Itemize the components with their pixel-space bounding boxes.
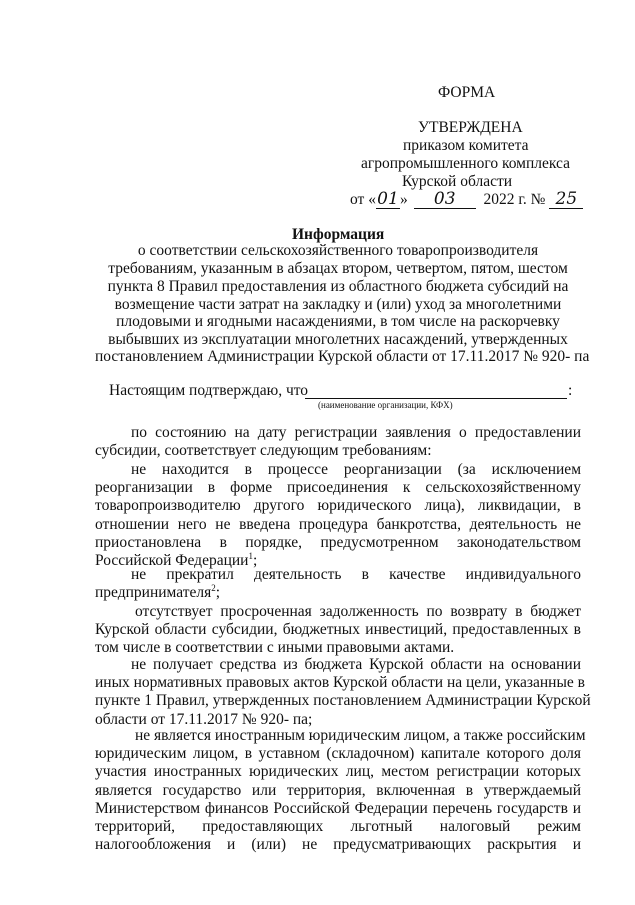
title-line-5: плодовыми и ягодными насаждениями, в том числе на раскорчевку (116, 313, 560, 330)
p4-line-3: том числе в соответствии с иными правовыми актами. (95, 639, 455, 657)
confirm-blank-line (305, 398, 567, 399)
p5-line-2: иных нормативных правовых актов Курской области на цели, указанные в (95, 674, 585, 692)
p3-line-1: не прекратил деятельность в качестве индивидуального (131, 566, 581, 583)
date-year: 2022 г. № (483, 191, 546, 208)
p2-line-4: отношении него не введена процедура банкротства, деятельность не (95, 515, 581, 533)
confirm-colon: : (568, 382, 573, 399)
paragraph-3 (95, 566, 581, 602)
p2-line-6-end: ; (252, 552, 258, 570)
doc-heading: Информация (292, 226, 385, 243)
title-line-6: выбывших из эксплуатации многолетних насаждений, утвержденных (108, 331, 568, 348)
title-line-2: требованиям, указанным в абзацах втором, четвертом, пятом, шестом (108, 260, 568, 277)
date-day: 01 (377, 189, 399, 209)
p3-line-2-end: ; (215, 584, 221, 602)
p6-line-1: не является иностранным юридическим лицом, а также российским (135, 727, 586, 744)
approved-line-1: приказом комитета (403, 137, 529, 154)
title-line-7: постановлением Администрации Курской области от 17.11.2017 № 920- па (95, 348, 590, 365)
p5-line-1: не получает средства из бюджета Курской области на основании (131, 656, 581, 673)
date-prefix: от « (350, 191, 376, 208)
p6-line-3: участия иностранных юридических лиц, местом регистрации которых (95, 763, 581, 781)
title-line-1: о соответствии сельскохозяйственного товаропроизводителя (137, 242, 539, 259)
p4-line-1: отсутствует просроченная задолженность по возврату в бюджет (135, 603, 581, 620)
p4-line-2: Курской области субсидии, бюджетных инвестиций, предоставленных в (95, 621, 581, 639)
p6-line-2: юридическим лицом, в уставном (складочном) капитале которого доля (95, 745, 581, 763)
paragraph-1 (95, 424, 581, 460)
form-label: ФОРМА (438, 84, 496, 101)
footnote-ref-2: 2 (211, 583, 216, 594)
p6-line-6: территорий, предоставляющих льготный налоговый режим (95, 818, 581, 836)
p6-line-4: является государство или территория, включенная в утверждаемый (95, 781, 581, 799)
p2-line-3: товаропроизводителю другого юридического лица), ликвидации, в (95, 497, 581, 515)
p2-line-1: не находится в процессе реорганизации (за исключением (131, 461, 581, 478)
footnote-ref-1: 1 (248, 550, 253, 561)
approval-date (350, 190, 583, 209)
p3-line-2 (95, 584, 581, 602)
p2-line-2: реорганизации в форме присоединения к сельскохозяйственному (95, 479, 581, 497)
p2-line-5: приостановлена в порядке, предусмотренном законодательством (95, 533, 581, 551)
p5-line-4: области от 17.11.2017 № 920- па; (95, 710, 313, 728)
date-mid: » (399, 191, 408, 208)
confirm-text: Настоящим подтверждаю, что (109, 382, 309, 399)
confirm-caption: (наименование организации, КФХ) (318, 400, 453, 410)
approved-line-3: Курской области (402, 173, 513, 190)
date-month: 03 (414, 190, 476, 209)
date-number: 25 (549, 190, 583, 209)
p6-line-7: налогообложения и (или) не предусматривающих раскрытия и (95, 836, 581, 854)
paragraph-6 (95, 727, 586, 854)
paragraph-5 (95, 656, 591, 729)
p5-line-3: пункте 1 Правил, утвержденных постановлением Администрации Курской (95, 692, 591, 710)
title-line-4: возмещение части затрат на закладку и (или) уход за многолетними (114, 296, 562, 313)
title-line-3: пункта 8 Правил предоставления из областного бюджета субсидий на (107, 278, 569, 295)
approved-label: УТВЕРЖДЕНА (418, 119, 523, 136)
p6-line-5: Министерством финансов Российской Федерации перечень государств и (95, 799, 581, 817)
p1-line-2: субсидии, соответствует следующим требованиям: (95, 442, 432, 460)
approved-line-2: агропромышленного комплекса (361, 155, 570, 172)
paragraph-4 (95, 603, 581, 658)
paragraph-2 (95, 461, 581, 570)
p1-line-1: по состоянию на дату регистрации заявления о предоставлении (131, 424, 581, 441)
p3-line-2-text: предпринимателя (95, 584, 212, 602)
p2-line-6-text: Российской Федерации (95, 552, 249, 570)
